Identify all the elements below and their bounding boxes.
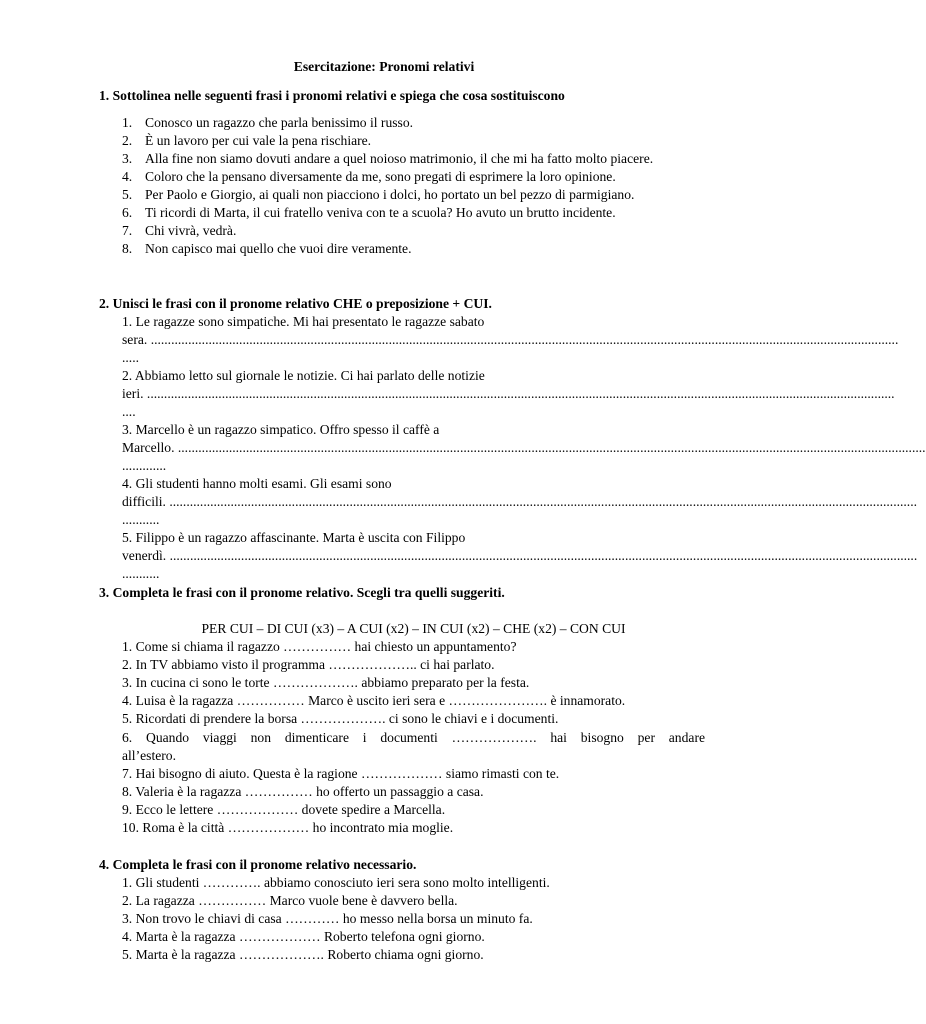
exercise-3-item: 7. Hai bisogno di aiuto. Questa è la ragione ……………… siamo rimasti con te. bbox=[122, 766, 560, 781]
exercise-3-item: 3. In cucina ci sono le torte ………………. abbiamo preparato per la festa. bbox=[122, 675, 530, 690]
exercise-3-item: 4. Luisa è la ragazza …………… Marco è uscito ieri sera e …………………. è innamorato. bbox=[122, 693, 626, 708]
exercise-3-item: 2. In TV abbiamo visto il programma ……………….. ci hai parlato. bbox=[122, 657, 495, 672]
exercise-4-item: 4. Marta è la ragazza ……………… Roberto telefona ogni giorno. bbox=[122, 929, 485, 944]
exercise-2-item-4: 4. Gli studenti hanno molti esami. Gli esami sono bbox=[122, 476, 392, 491]
exercise-3-item-continued: all’estero. bbox=[122, 748, 176, 763]
exercise-2-item-3: 3. Marcello è un ragazzo simpatico. Offro spesso il caffè a bbox=[122, 422, 440, 437]
answer-line-continued: ........... bbox=[122, 512, 160, 527]
list-item: 4. Coloro che la pensano diversamente da me, sono pregati di esprimere la loro opinione. bbox=[122, 169, 616, 184]
exercise-4-item: 5. Marta è la ragazza ………………. Roberto chiama ogni giorno. bbox=[122, 947, 484, 962]
exercise-3-item: 10. Roma è la città ……………… ho incontrato mia moglie. bbox=[122, 820, 454, 835]
exercise-4-item: 3. Non trovo le chiavi di casa ………… ho messo nella borsa un minuto fa. bbox=[122, 911, 533, 926]
list-item: 6. Ti ricordi di Marta, il cui fratello veniva con te a scuola? Ho avuto un brutto incidente. bbox=[122, 205, 616, 220]
section-4-heading: 4. Completa le frasi con il pronome relativo necessario. bbox=[99, 857, 417, 872]
exercise-3-item: 8. Valeria è la ragazza …………… ho offerto un passaggio a casa. bbox=[122, 784, 484, 799]
exercise-3-item: 9. Ecco le lettere ……………… dovete spedire a Marcella. bbox=[122, 802, 446, 817]
list-item: 8. Non capisco mai quello che vuoi dire veramente. bbox=[122, 241, 412, 256]
answer-line[interactable]: ieri. ............................................................................................................................................................................................................................ bbox=[122, 386, 895, 401]
answer-line[interactable]: sera. ............................................................................................................................................................................................................................ bbox=[122, 332, 899, 347]
list-item: 5. Per Paolo e Giorgio, ai quali non piacciono i dolci, ho portato un bel pezzo di parmigiano. bbox=[122, 187, 635, 202]
answer-line[interactable]: difficili. ............................................................................................................................................................................................................................ bbox=[122, 494, 917, 509]
list-item: 1. Conosco un ragazzo che parla benissimo il russo. bbox=[122, 115, 414, 130]
list-item: 3. Alla fine non siamo dovuti andare a quel noioso matrimonio, il che mi ha fatto molto piacere. bbox=[122, 151, 654, 166]
exercise-4-item: 1. Gli studenti …………. abbiamo conosciuto ieri sera sono molto intelligenti. bbox=[122, 875, 550, 890]
answer-line[interactable]: Marcello. ............................................................................................................................................................................................................................ bbox=[122, 440, 926, 455]
list-item: 2. È un lavoro per cui vale la pena rischiare. bbox=[122, 133, 372, 148]
exercise-3-item: 5. Ricordati di prendere la borsa ………………. ci sono le chiavi e i documenti. bbox=[122, 711, 559, 726]
pronoun-options: PER CUI – DI CUI (x3) – A CUI (x2) – IN CUI (x2) – CHE (x2) – CON CUI bbox=[201, 621, 626, 636]
list-item: 7. Chi vivrà, vedrà. bbox=[122, 223, 237, 238]
section-1-heading: 1. Sottolinea nelle seguenti frasi i pronomi relativi e spiega che cosa sostituiscono bbox=[99, 88, 565, 103]
page-title: Esercitazione: Pronomi relativi bbox=[293, 59, 475, 74]
exercise-2-item-1: 1. Le ragazze sono simpatiche. Mi hai presentato le ragazze sabato bbox=[122, 314, 485, 329]
answer-line-continued: .... bbox=[122, 404, 136, 419]
section-2-heading: 2. Unisci le frasi con il pronome relativo CHE o preposizione + CUI. bbox=[99, 296, 492, 311]
answer-line-continued: ..... bbox=[122, 350, 139, 365]
exercise-3-item: 6. Quando viaggi non dimenticare i documenti ………………. hai bisogno per andare bbox=[122, 730, 705, 745]
answer-line[interactable]: venerdì. ............................................................................................................................................................................................................................ bbox=[122, 548, 918, 563]
answer-line-continued: ........... bbox=[122, 566, 160, 581]
exercise-4-item: 2. La ragazza …………… Marco vuole bene è davvero bella. bbox=[122, 893, 458, 908]
exercise-2-item-2: 2. Abbiamo letto sul giornale le notizie. Ci hai parlato delle notizie bbox=[122, 368, 485, 383]
answer-line-continued: ............. bbox=[122, 458, 167, 473]
section-3-heading: 3. Completa le frasi con il pronome relativo. Scegli tra quelli suggeriti. bbox=[99, 585, 505, 600]
exercise-3-item: 1. Come si chiama il ragazzo …………… hai chiesto un appuntamento? bbox=[122, 639, 517, 654]
exercise-2-item-5: 5. Filippo è un ragazzo affascinante. Marta è uscita con Filippo bbox=[122, 530, 466, 545]
section-1-list bbox=[122, 114, 712, 258]
